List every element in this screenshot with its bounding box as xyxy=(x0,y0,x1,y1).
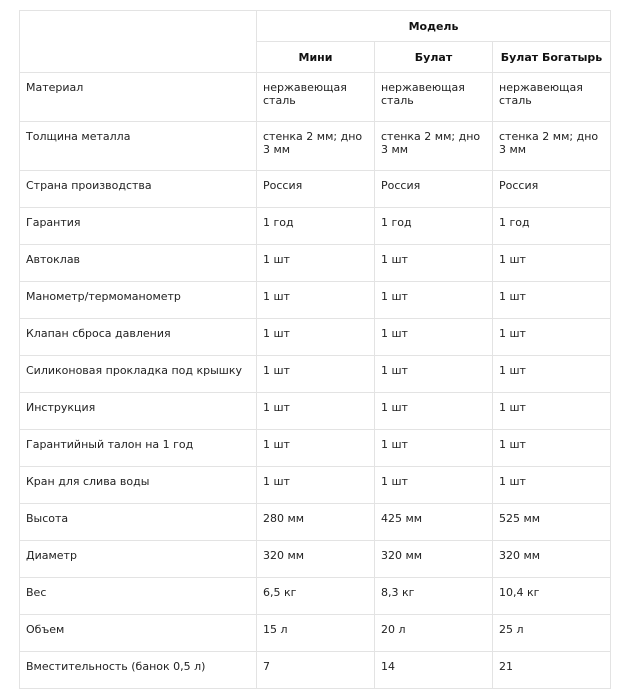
row-label: Манометр/термоманометр xyxy=(20,282,257,319)
row-label: Объем xyxy=(20,615,257,652)
row-label: Вес xyxy=(20,578,257,615)
cell-value: 1 шт xyxy=(257,467,375,504)
cell-value: нержавеющая сталь xyxy=(257,73,375,122)
table-row xyxy=(20,73,611,122)
table-row xyxy=(20,282,611,319)
table-row xyxy=(20,578,611,615)
cell-value: Россия xyxy=(257,171,375,208)
cell-value: 1 шт xyxy=(257,319,375,356)
cell-value: 1 шт xyxy=(257,245,375,282)
cell-value: 25 л xyxy=(493,615,611,652)
row-label: Вместительность (банок 0,5 л) xyxy=(20,652,257,689)
cell-value: 21 xyxy=(493,652,611,689)
row-label: Материал xyxy=(20,73,257,122)
table-row xyxy=(20,208,611,245)
cell-value: 320 мм xyxy=(257,541,375,578)
table-row xyxy=(20,430,611,467)
row-label: Диаметр xyxy=(20,541,257,578)
cell-value: 1 шт xyxy=(375,245,493,282)
cell-value: 1 шт xyxy=(493,319,611,356)
header-corner-cell xyxy=(20,11,257,73)
cell-value: 320 мм xyxy=(493,541,611,578)
row-label: Инструкция xyxy=(20,393,257,430)
cell-value: 1 шт xyxy=(375,430,493,467)
header-row-group xyxy=(20,11,611,42)
table-row xyxy=(20,504,611,541)
cell-value: 1 год xyxy=(375,208,493,245)
cell-value: 280 мм xyxy=(257,504,375,541)
cell-value: 1 шт xyxy=(375,393,493,430)
row-label: Страна производства xyxy=(20,171,257,208)
model-header-mini: Мини xyxy=(257,42,375,73)
row-label: Высота xyxy=(20,504,257,541)
cell-value: 1 шт xyxy=(257,430,375,467)
table-row xyxy=(20,652,611,689)
cell-value: стенка 2 мм; дно 3 мм xyxy=(257,122,375,171)
cell-value: 1 шт xyxy=(493,467,611,504)
row-label: Гарантия xyxy=(20,208,257,245)
cell-value: 14 xyxy=(375,652,493,689)
cell-value: 1 шт xyxy=(375,282,493,319)
model-header-bulat-bogatyr: Булат Богатырь xyxy=(493,42,611,73)
cell-value: 1 год xyxy=(257,208,375,245)
cell-value: 1 шт xyxy=(257,282,375,319)
cell-value: Россия xyxy=(375,171,493,208)
table-row xyxy=(20,122,611,171)
cell-value: 20 л xyxy=(375,615,493,652)
cell-value: 525 мм xyxy=(493,504,611,541)
table-row xyxy=(20,467,611,504)
cell-value: 1 шт xyxy=(375,319,493,356)
cell-value: 1 шт xyxy=(375,356,493,393)
row-label: Гарантийный талон на 1 год xyxy=(20,430,257,467)
table-row xyxy=(20,393,611,430)
cell-value: 1 шт xyxy=(493,356,611,393)
cell-value: 7 xyxy=(257,652,375,689)
row-label: Кран для слива воды xyxy=(20,467,257,504)
spec-table xyxy=(19,10,611,689)
model-group-header: Модель xyxy=(257,11,611,42)
cell-value: 1 шт xyxy=(493,245,611,282)
cell-value: 1 шт xyxy=(493,430,611,467)
cell-value: 1 шт xyxy=(493,393,611,430)
row-label: Толщина металла xyxy=(20,122,257,171)
cell-value: 1 шт xyxy=(375,467,493,504)
cell-value: стенка 2 мм; дно 3 мм xyxy=(493,122,611,171)
row-label: Силиконовая прокладка под крышку xyxy=(20,356,257,393)
row-label: Автоклав xyxy=(20,245,257,282)
table-row xyxy=(20,541,611,578)
cell-value: 320 мм xyxy=(375,541,493,578)
cell-value: нержавеющая сталь xyxy=(375,73,493,122)
table-row xyxy=(20,245,611,282)
table-row xyxy=(20,356,611,393)
cell-value: 1 шт xyxy=(257,393,375,430)
table-row xyxy=(20,319,611,356)
cell-value: 10,4 кг xyxy=(493,578,611,615)
cell-value: 1 год xyxy=(493,208,611,245)
cell-value: 15 л xyxy=(257,615,375,652)
cell-value: Россия xyxy=(493,171,611,208)
cell-value: 1 шт xyxy=(493,282,611,319)
table-row xyxy=(20,171,611,208)
cell-value: 425 мм xyxy=(375,504,493,541)
cell-value: 6,5 кг xyxy=(257,578,375,615)
row-label: Клапан сброса давления xyxy=(20,319,257,356)
cell-value: нержавеющая сталь xyxy=(493,73,611,122)
table-row xyxy=(20,615,611,652)
cell-value: 1 шт xyxy=(257,356,375,393)
cell-value: стенка 2 мм; дно 3 мм xyxy=(375,122,493,171)
model-header-bulat: Булат xyxy=(375,42,493,73)
cell-value: 8,3 кг xyxy=(375,578,493,615)
